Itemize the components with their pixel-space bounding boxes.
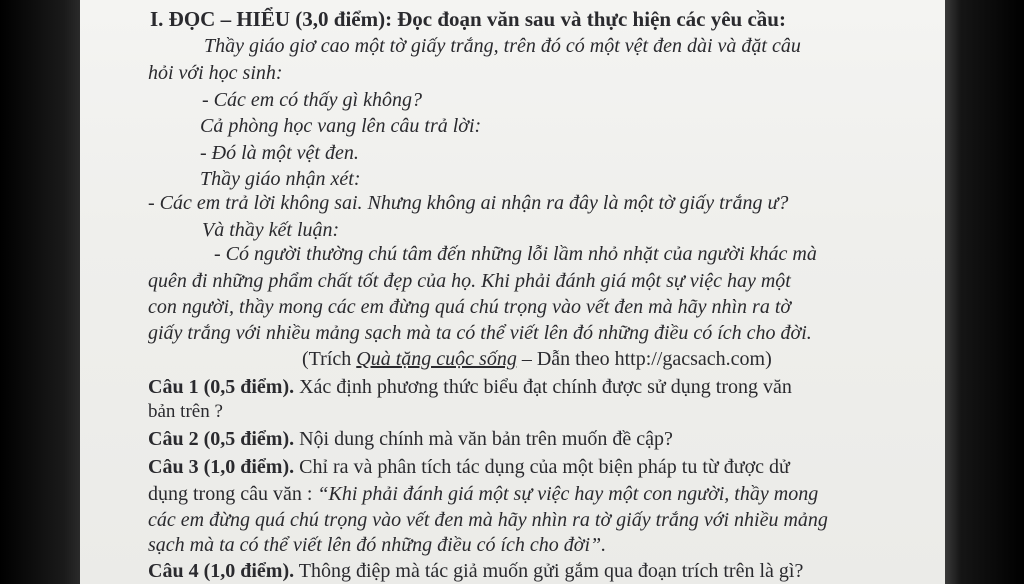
question-1: [148, 374, 792, 400]
section-heading: [150, 6, 786, 33]
question-label: Câu 1 (0,5 điểm).: [148, 376, 295, 398]
question-label: Câu 4 (1,0 điểm).: [148, 560, 295, 582]
passage-line: quên đi những phẩm chất tốt đẹp của họ. Khi phải đánh giá một sự việc hay một: [148, 270, 791, 292]
citation-suffix: – Dẫn theo http://gacsach.com): [521, 348, 772, 370]
question-text: Xác định phương thức biểu đạt chính được sử dụng trong văn: [299, 376, 792, 398]
question-quote: “Khi phải đánh giá một sự việc hay một con người, thầy mong: [317, 483, 819, 505]
question-3-cont: [148, 481, 818, 507]
passage-line: - Các em trả lời không sai. Nhưng không ai nhận ra đây là một tờ giấy trắng ư?: [148, 192, 789, 214]
passage-line: Cả phòng học vang lên câu trả lời:: [200, 115, 482, 137]
left-dark-margin: [0, 0, 80, 584]
question-3-quote: sạch mà ta có thể viết lên đó những điều có ích cho đời”.: [148, 534, 607, 556]
passage-line: - Có người thường chú tâm đến những lỗi lầm nhỏ nhặt của người khác mà: [214, 243, 817, 265]
citation-title: Quà tặng cuộc sống: [356, 348, 517, 370]
citation: [302, 346, 772, 372]
section-heading-text: Đọc đoạn văn sau và thực hiện các yêu cầu:: [397, 7, 786, 31]
question-label: Câu 2 (0,5 điểm).: [148, 428, 295, 450]
passage-line: - Các em có thấy gì không?: [202, 89, 422, 111]
citation-prefix: (Trích: [302, 348, 352, 370]
passage-line: - Đó là một vệt đen.: [200, 142, 359, 164]
right-dark-margin: [945, 0, 1024, 584]
question-text: Nội dung chính mà văn bản trên muốn đề cập?: [299, 428, 673, 450]
question-3-quote: các em đừng quá chú trọng vào vết đen mà hãy nhìn ra tờ giấy trắng với nhiều mảng: [148, 509, 828, 531]
passage-line: Thầy giáo giơ cao một tờ giấy trắng, trên đó có một vệt đen dài và đặt câu: [204, 35, 801, 57]
question-4: [148, 558, 803, 584]
section-heading-label: I. ĐỌC – HIỂU (3,0 điểm):: [150, 7, 393, 31]
passage-line: giấy trắng với nhiều mảng sạch mà ta có thể viết lên đó những điều có ích cho đời.: [148, 322, 812, 344]
question-1-cont: bản trên ?: [148, 401, 223, 422]
question-text: Thông điệp mà tác giả muốn gửi gắm qua đoạn trích trên là gì?: [298, 560, 804, 582]
question-3: [148, 454, 790, 480]
passage-line: con người, thầy mong các em đừng quá chú trọng vào vết đen mà hãy nhìn ra tờ: [148, 296, 792, 318]
question-2: [148, 426, 673, 452]
passage-line: Và thầy kết luận:: [202, 219, 340, 241]
passage-line: hỏi với học sinh:: [148, 62, 283, 84]
question-text: dụng trong câu văn :: [148, 483, 313, 505]
exam-paper: [80, 0, 945, 584]
passage-line: Thầy giáo nhận xét:: [200, 168, 361, 190]
question-label: Câu 3 (1,0 điểm).: [148, 456, 295, 478]
question-text: Chỉ ra và phân tích tác dụng của một biện pháp tu từ được dử: [299, 456, 790, 478]
